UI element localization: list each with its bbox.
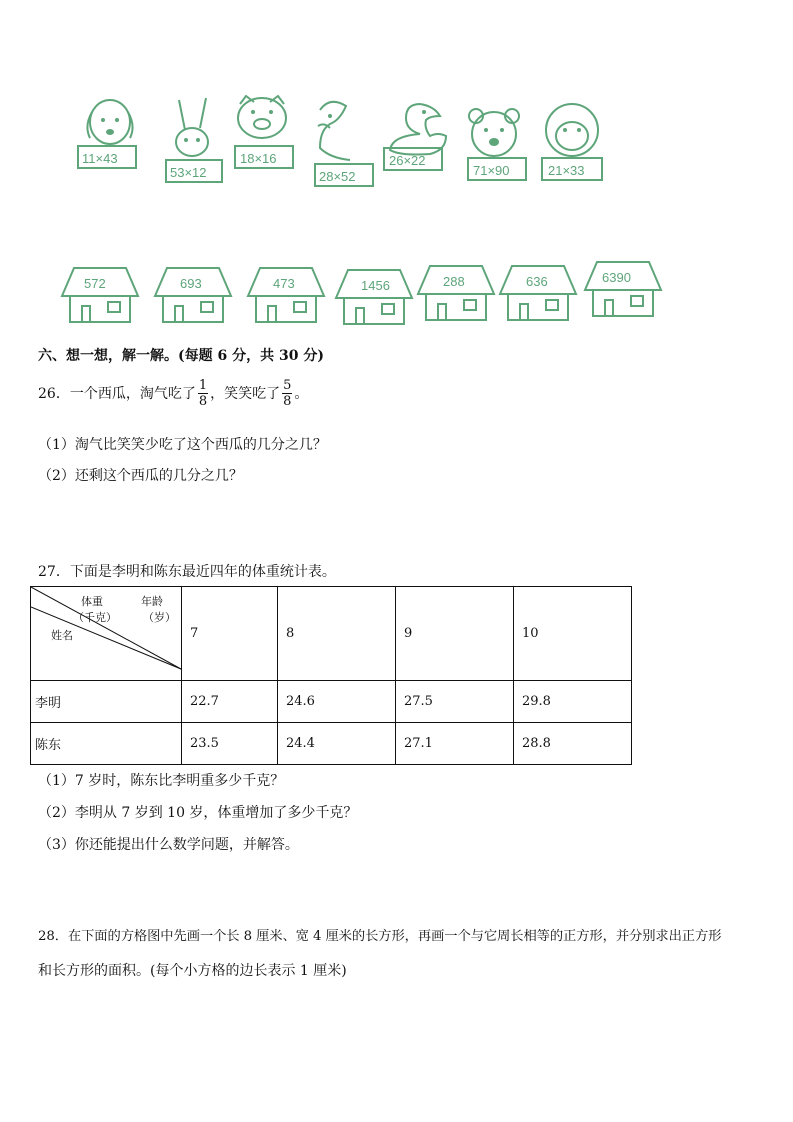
weight-cell: 27.1 [396,723,514,765]
pig-figure [235,96,293,168]
dog-figure [78,100,136,168]
question-27-stem: 27．下面是李明和陈东最近四年的体重统计表。 [38,564,336,580]
house-number: 693 [180,276,202,291]
fraction-denominator: 8 [198,394,208,409]
house-number: 473 [273,276,295,291]
animal-label: 21×33 [548,163,585,178]
header-weight-label: 体重 [81,595,103,608]
house-number: 636 [526,274,548,289]
house-693 [155,268,231,322]
q26-suffix: 。 [294,385,309,402]
header-age-label: 年龄 [141,595,163,608]
house-number: 6390 [602,270,631,285]
q26-sub2: （2）还剩这个西瓜的几分之几？ [38,468,243,484]
house-6390 [585,262,661,316]
question-26-stem [38,378,308,409]
fraction-one-eighth [198,378,208,409]
house-636 [500,266,576,320]
header-name-label: 姓名 [51,629,73,642]
table-header-row [31,587,632,681]
q26-prefix: 26．一个西瓜，淘气吃了 [38,385,196,402]
fraction-numerator: 5 [283,378,292,393]
age-header-cell: 10 [514,587,632,681]
weight-cell: 29.8 [514,681,632,723]
fraction-five-eighths [282,378,292,409]
q26-mid: ，笑笑吃了 [210,385,281,402]
header-weight-unit: （千克） [73,611,117,624]
weight-cell: 23.5 [182,723,278,765]
section-title: 六、想一想，解一解。(每题 6 分，共 30 分) [38,348,324,364]
weight-cell: 24.6 [278,681,396,723]
monkey-figure [542,104,602,180]
weight-table [30,586,632,765]
weight-cell: 28.8 [514,723,632,765]
age-header-cell: 7 [182,587,278,681]
animal-label: 53×12 [170,165,207,180]
bear-figure [468,109,526,180]
table-row [31,681,632,723]
house-number: 572 [84,276,106,291]
q27-sub3: （3）你还能提出什么数学问题，并解答。 [38,837,299,853]
house-number: 288 [443,274,465,289]
house-572 [62,268,138,322]
house-number: 1456 [361,278,390,293]
age-header-cell: 9 [396,587,514,681]
duck-figure [384,104,446,170]
weight-cell: 22.7 [182,681,278,723]
animal-label: 28×52 [319,169,356,184]
table-row [31,723,632,765]
header-age-unit: （岁） [143,611,176,624]
weight-cell: 24.4 [278,723,396,765]
animal-label: 11×43 [82,151,118,166]
diagonal-header-cell [31,587,182,681]
animal-label: 18×16 [240,151,277,166]
question-28-line2: 和长方形的面积。(每个小方格的边长表示 1 厘米) [38,963,347,979]
weight-cell: 27.5 [396,681,514,723]
age-header-cell: 8 [278,587,396,681]
animal-label: 71×90 [473,163,510,178]
q27-sub1: （1）7 岁时，陈东比李明重多少千克？ [38,773,285,789]
q27-sub2: （2）李明从 7 岁到 10 岁，体重增加了多少千克？ [38,805,358,821]
fraction-denominator: 8 [283,394,292,409]
house-288 [418,266,494,320]
fraction-numerator: 1 [198,378,208,393]
rabbit-figure [166,98,222,182]
row-name-cell: 李明 [31,681,182,723]
animals-illustration [0,90,793,200]
row-name-cell: 陈东 [31,723,182,765]
goat-figure [315,102,373,186]
house-473 [248,268,324,322]
question-28-line1: 28．在下面的方格图中先画一个长 8 厘米、宽 4 厘米的长方形，再画一个与它周长相等的正方形，并分别求出正方形 [38,929,722,944]
houses-illustration [0,260,793,330]
house-1456 [336,270,412,324]
q26-sub1: （1）淘气比笑笑少吃了这个西瓜的几分之几？ [38,437,327,453]
animal-label: 26×22 [389,153,426,168]
